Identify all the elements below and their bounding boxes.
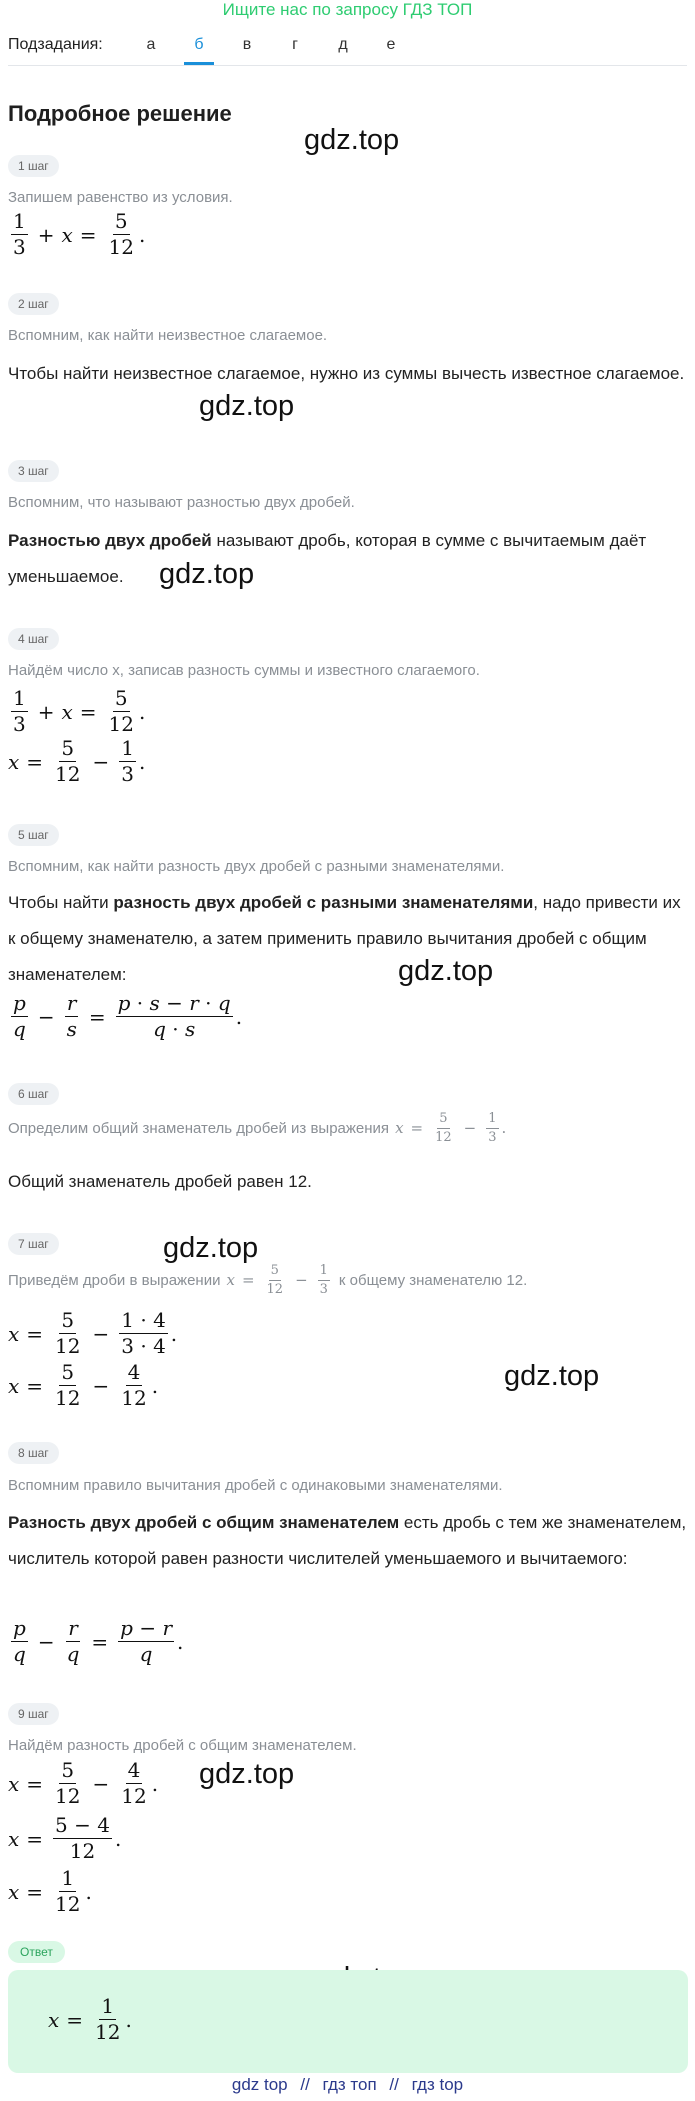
step-badge: 2 шаг xyxy=(8,293,59,315)
bold-term: разность двух дробей с разными знаменателями xyxy=(113,893,534,912)
page-title: Подробное решение xyxy=(8,101,232,126)
watermark: gdz.top xyxy=(199,390,295,422)
step-hint: Вспомним правило вычитания дробей с одинаковыми знаменателями. xyxy=(8,1477,503,1494)
text-span: есть дробь с тем же знаменателем, числитель которой равен разности числителей уменьшаемого и вычитаемого: xyxy=(8,1513,687,1568)
equation: $\frac{1}{3}$ + x = $\frac{5}{12}$ . xyxy=(13,686,146,736)
equation: x = $\frac{5}{12}$ − $\frac{1}{3}$ . xyxy=(8,736,146,786)
footer-link[interactable]: гдз топ xyxy=(322,2075,377,2094)
hint-text: Определим общий знаменатель дробей из выражения xyxy=(8,1119,390,1137)
step-hint: Найдём число x, записав разность суммы и известного слагаемого. xyxy=(8,662,480,679)
step-hint: Вспомним, как найти неизвестное слагаемое. xyxy=(8,327,328,344)
footer-separator: // xyxy=(300,2075,310,2094)
step-hint: Запишем равенство из условия. xyxy=(8,189,233,206)
watermark: gdz.top xyxy=(159,558,255,590)
tab-d[interactable]: д xyxy=(338,36,348,53)
step-text xyxy=(8,1505,688,1577)
watermark: gdz.top xyxy=(504,1360,600,1392)
hint-text: Приведём дроби в выражении xyxy=(8,1271,221,1289)
tab-v[interactable]: в xyxy=(242,36,252,53)
answer-badge: Ответ xyxy=(8,1941,65,1963)
step-text xyxy=(8,523,688,595)
equation: x = $\frac{5}{12}$ − $\frac{1 \cdot 4}{3 \cdot 4}$ . xyxy=(8,1308,178,1358)
formula: $\frac{p}{q}$ − $\frac{r}{q}$ = $\frac{p - r}{q}$ . xyxy=(13,1616,184,1666)
answer-equation: x = $\frac{1}{12}$ . xyxy=(48,1994,132,2044)
footer-links xyxy=(0,2075,695,2095)
hint-text: к общему знаменателю 12. xyxy=(338,1271,528,1289)
answer-box xyxy=(8,1970,688,2073)
step-hint: Определим общий знаменатель дробей из выражения x = $\frac{5}{12}$ − $\frac{1}{3}$ . xyxy=(8,1111,507,1145)
watermark: gdz.top xyxy=(398,955,494,987)
footer-separator: // xyxy=(389,2075,399,2094)
footer-link[interactable]: гдз top xyxy=(411,2075,464,2094)
search-banner: Ищите нас по запросу ГДЗ ТОП xyxy=(222,0,473,19)
step-badge: 7 шаг xyxy=(8,1233,59,1255)
footer-link[interactable]: gdz top xyxy=(231,2075,288,2094)
step-hint: Найдём разность дробей с общим знаменателем. xyxy=(8,1737,357,1754)
step-hint: Вспомним, что называют разностью двух дробей. xyxy=(8,494,355,511)
step-badge: 9 шаг xyxy=(8,1703,59,1725)
bold-term: Разностью двух дробей xyxy=(8,531,212,550)
step-badge: 6 шаг xyxy=(8,1083,59,1105)
equation: x = $\frac{5 - 4}{12}$ . xyxy=(8,1813,122,1863)
watermark: gdz.top xyxy=(163,1232,259,1264)
tab-a[interactable]: а xyxy=(146,36,156,53)
step-badge: 8 шаг xyxy=(8,1442,59,1464)
step-badge: 1 шаг xyxy=(8,155,59,177)
equation: $\frac{1}{3}$ + x = $\frac{5}{12}$ . xyxy=(13,209,146,259)
step-text: Общий знаменатель дробей равен 12. xyxy=(8,1172,312,1191)
bold-term: Разность двух дробей с общим знаменателем xyxy=(8,1513,400,1532)
tab-e[interactable]: е xyxy=(386,36,396,53)
step-badge: 4 шаг xyxy=(8,628,59,650)
text-span: , надо привести их к общему знаменателю, а затем применить правило вычитания дробей с общим знаменателем: xyxy=(8,893,681,984)
equation: x = $\frac{5}{12}$ − $\frac{4}{12}$ . xyxy=(8,1758,159,1808)
step-badge: 3 шаг xyxy=(8,460,59,482)
tab-b[interactable]: б xyxy=(184,36,214,65)
step-badge: 5 шаг xyxy=(8,824,59,846)
step-hint: Приведём дроби в выражении x = $\frac{5}{12}$ − $\frac{1}{3}$ к общему знаменателю 12. xyxy=(8,1263,528,1297)
equation: x = $\frac{5}{12}$ − $\frac{4}{12}$ . xyxy=(8,1360,159,1410)
watermark: gdz.top xyxy=(199,1758,295,1790)
text-span: Чтобы найти xyxy=(8,893,114,912)
text-span: называют дробь, которая в сумме с вычитаемым даёт уменьшаемое. xyxy=(8,531,647,586)
step-hint: Вспомним, как найти разность двух дробей с разными знаменателями. xyxy=(8,858,505,875)
step-text xyxy=(8,885,688,993)
subtasks-bar xyxy=(8,34,687,66)
tab-g[interactable]: г xyxy=(292,36,298,53)
equation: x = $\frac{1}{12}$ . xyxy=(8,1866,92,1916)
step-text: Чтобы найти неизвестное слагаемое, нужно из суммы вычесть известное слагаемое. xyxy=(8,364,685,383)
subtasks-label: Подзадания: xyxy=(8,36,103,53)
watermark: gdz.top xyxy=(304,124,400,156)
formula: $\frac{p}{q}$ − $\frac{r}{s}$ = $\frac{p \cdot s - r \cdot q}{q \cdot s}$ . xyxy=(13,991,243,1041)
